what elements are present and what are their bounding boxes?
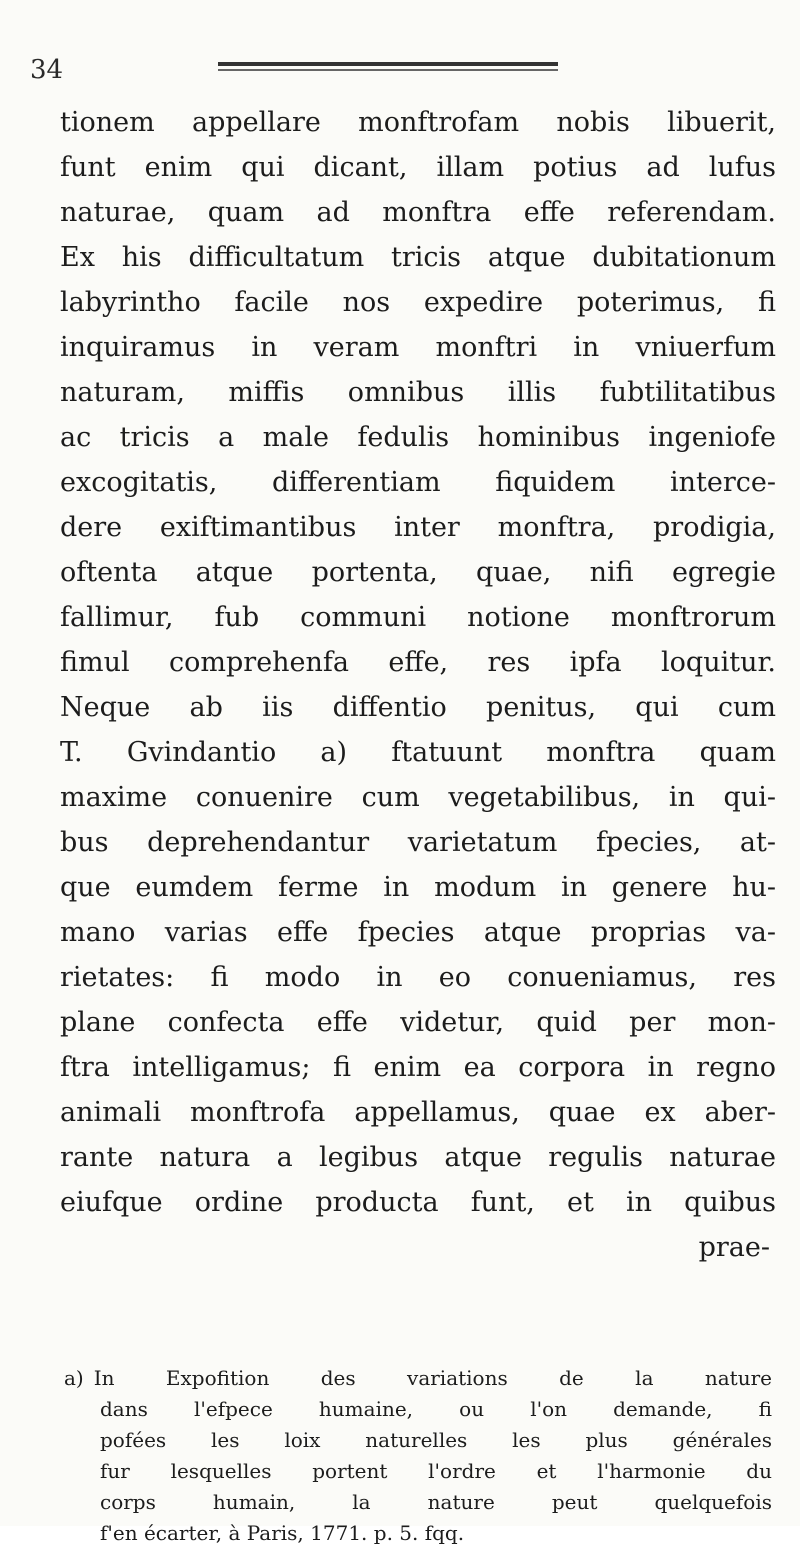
body-line: rante natura a legibus atque regulis naturae	[60, 1142, 776, 1173]
body-line: mano varias effe fpecies atque proprias va-	[60, 917, 776, 948]
body-line: eiufque ordine producta funt, et in quibus	[60, 1187, 776, 1218]
body-line: excogitatis, differentiam fiquidem interce-	[60, 467, 776, 498]
header-rule-thin	[218, 69, 558, 71]
footnote-line: corps humain, la nature peut quelquefois	[100, 1490, 772, 1514]
body-line: animali monftrofa appellamus, quae ex aber-	[60, 1097, 776, 1128]
body-line: Neque ab iis diffentio penitus, qui cum	[60, 692, 776, 723]
body-line: fimul comprehenfa effe, res ipfa loquitur.	[60, 647, 776, 678]
body-line: naturam, miffis omnibus illis fubtilitatibus	[60, 377, 776, 408]
footnote-marker: a)	[64, 1366, 84, 1390]
body-line: tionem appellare monftrofam nobis libuerit,	[60, 107, 776, 138]
body-line: ac tricis a male fedulis hominibus ingeniofe	[60, 422, 776, 453]
body-line: maxime conuenire cum vegetabilibus, in qui-	[60, 782, 776, 813]
body-line: naturae, quam ad monftra effe referendam.	[60, 197, 776, 228]
catchword: prae-	[698, 1232, 770, 1263]
footnote-line: fur lesquelles portent l'ordre et l'harmonie du	[100, 1459, 772, 1483]
body-line: inquiramus in veram monftri in vniuerfum	[60, 332, 776, 363]
footnote-line-first	[64, 1363, 772, 1394]
body-line: rietates: fi modo in eo conueniamus, res	[60, 962, 776, 993]
body-line: labyrintho facile nos expedire poterimus, fi	[60, 287, 776, 318]
header-ornament-rule	[218, 62, 558, 72]
body-line: dere exiftimantibus inter monftra, prodigia,	[60, 512, 776, 543]
footnote-line: dans l'efpece humaine, ou l'on demande, fi	[100, 1397, 772, 1421]
footnote	[64, 1363, 772, 1549]
body-line: plane confecta effe videtur, quid per mon-	[60, 1007, 776, 1038]
body-line: bus deprehendantur varietatum fpecies, at-	[60, 827, 776, 858]
body-line: ftra intelligamus; fi enim ea corpora in regno	[60, 1052, 776, 1083]
body-line: oftenta atque portenta, quae, nifi egregie	[60, 557, 776, 588]
page-number: 34	[30, 55, 64, 85]
header-rule-thick	[218, 62, 558, 66]
body-line: T. Gvindantio a) ftatuunt monftra quam	[60, 737, 776, 768]
body-text	[60, 100, 776, 1270]
body-line: fallimur, fub communi notione monftrorum	[60, 602, 776, 633]
page-header	[30, 50, 770, 90]
body-line: funt enim qui dicant, illam potius ad lufus	[60, 152, 776, 183]
footnote-text: In Expofition des variations de la nature	[93, 1366, 772, 1390]
footnote-line: pofées les loix naturelles les plus générales	[100, 1428, 772, 1452]
body-line: que eumdem ferme in modum in genere hu-	[60, 872, 776, 903]
body-line: Ex his difficultatum tricis atque dubitationum	[60, 242, 776, 273]
footnote-line: f'en écarter, à Paris, 1771. p. 5. fqq.	[100, 1521, 465, 1545]
